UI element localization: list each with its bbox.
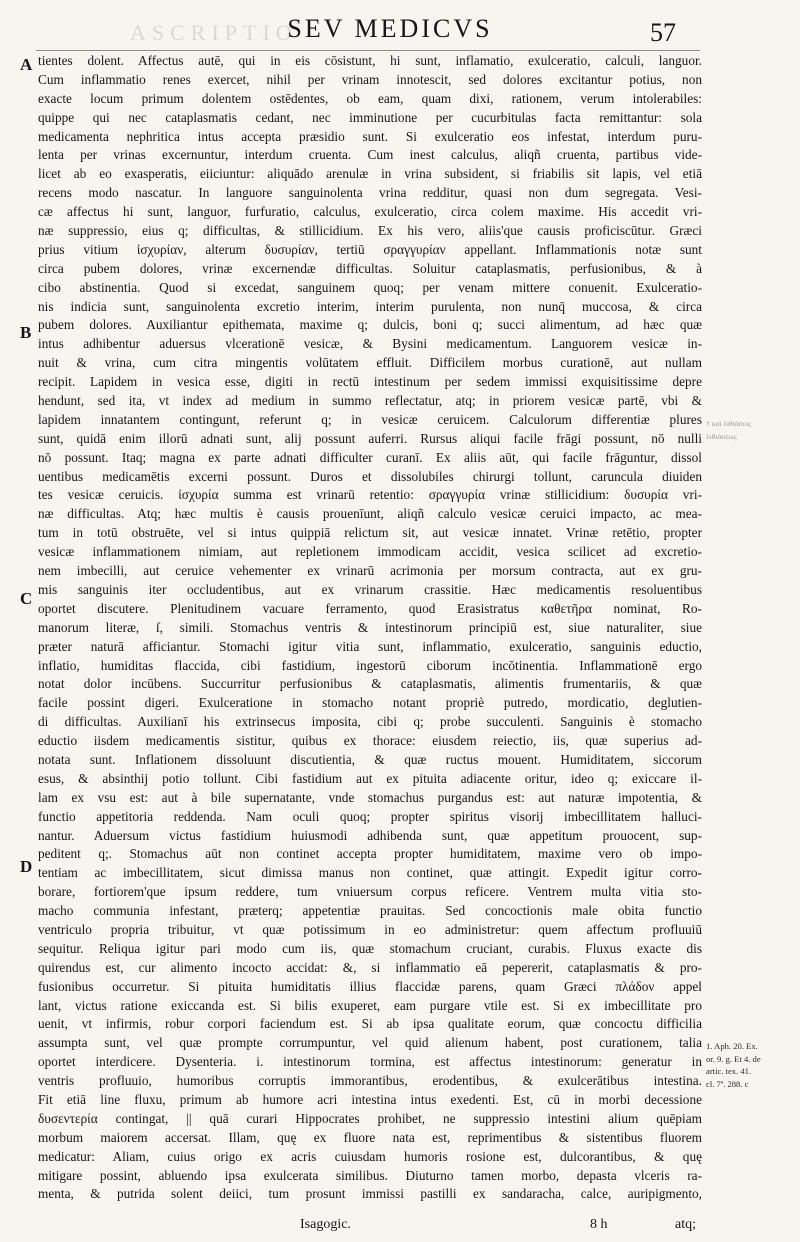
text-line: nō possunt. Itaq; magna ex parte adnati difficulter curanī. Ex aliis aūt, qui facile frāguntur, dissol bbox=[38, 449, 702, 465]
text-line: circa pubem dolores, vrinæ excernendæ difficultas. Soluitur cataplasmatis, perfusionibus, & à bbox=[38, 260, 702, 276]
bleed-through-text: ASCRIPTIO bbox=[130, 20, 298, 45]
text-line: recipit. Lapidem in vesica esse, digiti in rectū intestinum per sedem immissi exquisitissime depre bbox=[38, 374, 702, 390]
text-line: functio appetitoria reddenda. Nam oculi quoq; propter spiritus visorij imbecillitatem halluci- bbox=[38, 808, 702, 824]
text-line: Fit etiā line fluxu, primum ab humore acri intestina intus exedenti. Est, cū in morbi decessione bbox=[38, 1091, 702, 1107]
text-line: manorum literæ, ſ, simili. Stomachus ventris & intestinorum principiū est, siue naturaliter, siue bbox=[38, 619, 702, 635]
text-line: præter naturā afficiantur. Stomachi igitur vitia sunt, inflammatio, exulceratio, sanguinis eductio, bbox=[38, 638, 702, 654]
text-line: nuit & vrina, cum citra mingentis volūtatem effluit. Difficilem morbus curationē, aut nullam bbox=[38, 355, 702, 371]
text-line: næ suppressio, eius q; difficultas, & stillicidium. Ex his vero, aliis'que causis proficiscūtur. Græci bbox=[38, 223, 702, 239]
section-letter-d: D bbox=[20, 857, 33, 876]
text-line: exacte locum primum dolentem ostēdentes, ob eam, quam dixi, rationem, verum intolerabiles: bbox=[38, 90, 702, 106]
text-line: recens modo nascatur. In languore sanguinolenta vrina redditur, quasi non dum segregata. Vesi- bbox=[38, 185, 702, 201]
section-letter-a: A bbox=[20, 55, 33, 74]
text-line: medicatur: Aliam, cuius origo ex acris cuiusdam humoris rosione est, dulcorantibus, & quę bbox=[38, 1148, 702, 1164]
section-letter-b: B bbox=[20, 323, 32, 342]
margin-note-line: † καὶ λιθιάσεις bbox=[706, 419, 751, 428]
text-line: prius vitium ἰσχυρίαν, alterum δυσυρίαν, tertiū σραγγυρίαν appellant. Inflammationis notæ sunt bbox=[38, 241, 702, 257]
text-line: cibo abstinentia. Quod si excedat, sanguinem quoq; per venam mittere conuenit. Exulceratio- bbox=[38, 279, 702, 295]
text-line: uentibus medicamētis excerni possunt. Duros et dissolubiles chirurgi tollunt, caruncula diuiden bbox=[38, 468, 702, 484]
text-line: lant, victus ratione exiccanda est. Si bilis exuperet, eam purgare vtile est. Si ex imbecillitate pro bbox=[38, 997, 702, 1013]
text-line: eductio iisdem medicamentis sistitur, quibus ex thorace: eiusdem reiectio, iis, quæ superius ad- bbox=[38, 733, 702, 749]
text-line: nantur. Aduersum victus fastidium huiusmodi adhibenda sunt, quæ appetitum prouocent, sup- bbox=[38, 827, 702, 843]
text-line: medicamenta nephritica intus accepta præsidio sunt. Si exulceratio eos infestat, interdum puru- bbox=[38, 128, 702, 144]
text-line: sequitur. Reliqua igitur pari modo cum iis, quæ stomachum cruciant, curabis. Fluxus exacte dis bbox=[38, 940, 702, 956]
text-line: lam ex vsu est: aut à bile supernatante, vnde stomachus purgandus est: aut naturæ impotentia, & bbox=[38, 789, 702, 805]
body-text bbox=[38, 52, 702, 1204]
page-number: 57 bbox=[650, 18, 676, 47]
margin-note-line: 1. Aph. 20. Ex. bbox=[706, 1041, 758, 1051]
margin-note-lower bbox=[706, 1040, 796, 1090]
text-line: lapidem innatantem contingunt, referunt q; in vesicæ ceruicem. Calculorum differentiæ plures bbox=[38, 411, 702, 427]
header-rule bbox=[36, 50, 700, 51]
margin-note-line: cl. 7ª. 288. c bbox=[706, 1078, 749, 1089]
text-line: fusionibus occurretur. Si pituita humiditatis illius flaccidæ parens, quam Græci πλάδον appel bbox=[38, 978, 702, 994]
text-line: uenit, vt infirmis, robur corpori faciendum est. Si ab ipsa qualitate eorum, quæ concoctu difficilia bbox=[38, 1016, 702, 1032]
text-line: vesicæ inflammationem nimiam, aut repletionem immodicam accidit, vesica scilicet ad excretio- bbox=[38, 544, 702, 560]
text-line: oportet interdicere. Dysenteria. i. intestinorum tormina, est affectus intestinorum: generatur in bbox=[38, 1054, 702, 1070]
text-line: nis indicia sunt, sanguinolenta excretio interim, interim purulenta, non nunq̄ muccosa, & circa bbox=[38, 298, 702, 314]
text-line: quippe qui nec cataplasmatis cedant, nec imminutione per cucurbitulas facta remittantur: sola bbox=[38, 109, 702, 125]
text-line: macho communia infestant, præterq; appetentiæ prauitas. Sed concoctionis male obita functio bbox=[38, 903, 702, 919]
text-line: pubem dolores. Auxiliantur epithemata, maxime q; dulcis, boni q; succi alimentum, ad hæc quæ bbox=[38, 317, 702, 333]
text-line: tes vesicæ ceruicis. ἰσχυρία summa est vrinarū retentio: σραγγυρία vrinæ stillicidium: δυσυρία vri- bbox=[38, 487, 702, 503]
text-line: tentiam ac imbecillitatem, sicut dimissa manus non continet, quæ attingit. Expedit igitur corro- bbox=[38, 865, 702, 881]
section-letter-c: C bbox=[20, 589, 33, 608]
text-line: cæ affectus hi sunt, languor, furfuratio, calculus, exulceratio, circa colem maxime. His accedit vri- bbox=[38, 204, 702, 220]
text-line: menta, & putrida solent deiici, tum prosunt immissi pastilli ex sandaracha, calce, auripigmento, bbox=[38, 1186, 702, 1202]
text-line: notat dolor incūbens. Succurritur perfusionibus & cataplasmatis, alimentis frumentariis, & quæ bbox=[38, 676, 702, 692]
text-line: inflatio, humiditas flaccida, cibi fastidium, ingestorū ciborum incōtinentia. Inflammationē ergo bbox=[38, 657, 702, 673]
text-line: lenta per vrinas excernuntur, interdum cruenta. Cum inest calculus, aliqñ cruenta, partibus vide- bbox=[38, 147, 702, 163]
text-line: intus adhibentur aduersus vlcerationē vesicæ, & Bysini medicamentum. Languorem vesicæ in- bbox=[38, 336, 702, 352]
text-line: sunt, quidā enim illorū adnati sunt, alij possunt auferri. Rursus aliqui facile frāgi possunt, nō nulli bbox=[38, 430, 702, 446]
text-line: mitigare possint, abluendo ipsa exulcerata similibus. Diuturno tamen morbo, depasta vlceris ra- bbox=[38, 1167, 702, 1183]
text-line: næ difficultas. Atq; hæc multis è causis prouenīunt, aliqñ calculo vesicæ ceruici impacto, ac mea- bbox=[38, 506, 702, 522]
text-line: quirendus est, cur alimento incocto accidat: &, si inflammatio eā pepererit, cataplasmatis & pro- bbox=[38, 959, 702, 975]
text-line: esus, & absinthij potio tollunt. Cibi fastidium aut ex pituita adiacente oritur, ideo q; exiccare il- bbox=[38, 770, 702, 786]
text-line: nem imbecilli, aut ceruice vehementer ex vrinarū acrimonia per morsum contracta, aut ex gru- bbox=[38, 563, 702, 579]
footer-catchword-left: Isagogic. bbox=[300, 1217, 351, 1232]
margin-note-line: artic. tex. 41. bbox=[706, 1066, 752, 1077]
text-line: borare, fortiorem'que ipsum reddere, tum vniuersum corpus reficere. Ventrem multa vitia sto- bbox=[38, 884, 702, 900]
text-line: tientes dolent. Affectus autē, qui in eis cōsistunt, hi sunt, inflamatio, exulceratio, calculi, languor. bbox=[38, 53, 702, 68]
text-line: morbum maiorem accersat. Illam, quę ex fluore nata est, reprimentibus & sistentibus fluorem bbox=[38, 1129, 702, 1145]
text-line: tum in totū obstruēte, vel si intus quippiā relictum sit, aut vesicæ innatet. Vrinæ retētio, propter bbox=[38, 525, 702, 541]
text-line: hendunt, sed ita, vt index ad medium in summo reflectatur, atq; in priorem vesicæ partē, vbi & bbox=[38, 393, 702, 409]
text-line: ventris profluuio, humoribus corruptis immorantibus, erodentibus, & exulcerātibus intestina. bbox=[38, 1073, 702, 1089]
text-line: mis sanguinis iter occludentibus, aut ex vrinarum crassitie. Hæc medicamentis resoluentibus bbox=[38, 581, 702, 597]
signature-mark: 8 h bbox=[590, 1217, 608, 1232]
margin-note-line: or. 9. g. Et 4. de bbox=[706, 1053, 761, 1064]
margin-note-upper bbox=[706, 418, 796, 443]
text-line: facile possint digeri. Exulceratione in stomacho notant propriè putredo, mordicatio, deglutien- bbox=[38, 695, 702, 711]
text-line: notata sunt. Inflationem dissoluunt discutientia, & quæ ructus mouent. Humiditatem, siccorum bbox=[38, 751, 702, 767]
text-line: assumpta sunt, vel quæ prompte corrumpuntur, vel quid alienum habent, post curationem, talia bbox=[38, 1035, 702, 1051]
text-line: di difficultas. Auxilianī his extrinsecus imposita, cibi q; probe succulenti. Sanguinis è stomacho bbox=[38, 714, 702, 730]
text-line: oportet discutere. Plenitudinem vacuare ferramento, quod Erasistratus καθετῆρα nominat, Ro- bbox=[38, 600, 702, 616]
text-line: ventriculo propria tribuitur, vt quæ potissimum in eo administretur: quem affectum profluuiū bbox=[38, 921, 702, 937]
text-line: peditent q;. Stomachus aūt non continet accepta propter humiditatem, maxime vero ob impo- bbox=[38, 846, 702, 862]
margin-note-line: λιθιάσεως bbox=[706, 431, 737, 441]
running-title: SEV MEDICVS bbox=[287, 14, 493, 43]
text-line: δυσεντερία contingat, || quā curari Hippocrates prohibet, ne suppressio intestini alium quēpiam bbox=[38, 1110, 702, 1126]
footer-catchword-right: atq; bbox=[675, 1217, 696, 1232]
text-line: Cum inflammatio renes exercet, nihil per vrinam innotescit, sed dolores excitantur potius, non bbox=[38, 71, 702, 87]
text-line: licet ab eo exasperatis, eiiciuntur: aliquādo arenulæ in vrina subsident, si friabilis sit lapis, vel etiā bbox=[38, 166, 702, 182]
